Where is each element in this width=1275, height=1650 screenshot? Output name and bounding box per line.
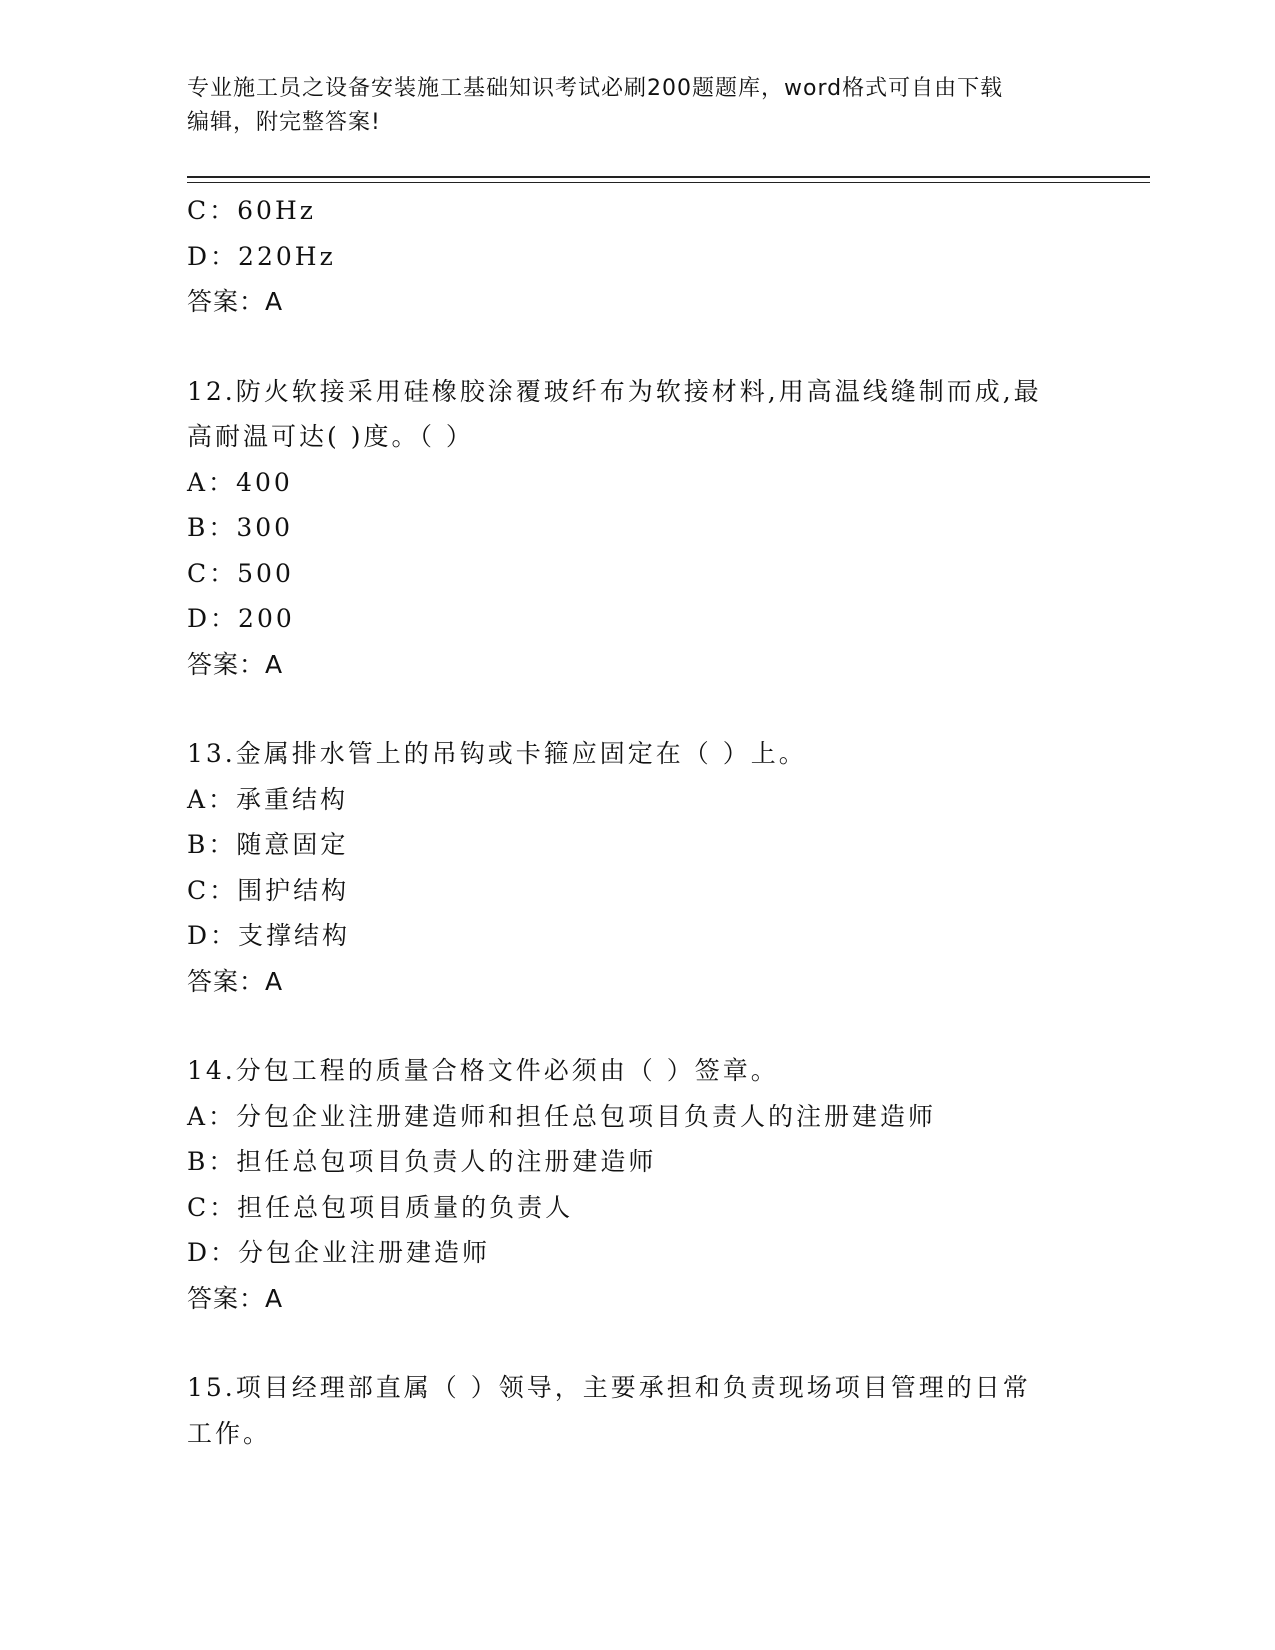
question-12-option-b: B：300	[187, 513, 294, 542]
question-12	[187, 369, 1087, 688]
question-14-stem: 14.分包工程的质量合格文件必须由（ ）签章。	[187, 1056, 779, 1085]
question-12-option-c: C：500	[187, 558, 294, 588]
header-title-line-1: 专业施工员之设备安装施工基础知识考试必刷200题题库，word格式可自由下载	[187, 76, 1004, 101]
question-11-answer: 答案：A	[187, 287, 284, 316]
question-13-option-d: D：支撑结构	[187, 921, 351, 950]
question-spacer	[187, 325, 1087, 369]
question-12-option-d: D：200	[187, 604, 295, 633]
header-divider-thick	[187, 176, 1150, 178]
question-14-option-d: D：分包企业注册建造师	[187, 1238, 491, 1267]
question-13-answer: 答案：A	[187, 966, 284, 996]
header-title-line-2: 编辑，附完整答案!	[187, 110, 381, 135]
question-11-option-c: C：60Hz	[187, 196, 316, 225]
question-11-option-d: D：220Hz	[187, 241, 336, 271]
question-13	[187, 731, 1087, 1004]
question-12-stem-line-1: 12.防火软接采用硅橡胶涂覆玻纤布为软接材料,用高温线缝制而成,最	[187, 376, 1042, 406]
question-list	[187, 188, 1087, 1456]
question-15-stem-line-1: 15.项目经理部直属（ ）领导，主要承担和负责现场项目管理的日常	[187, 1373, 1031, 1402]
question-14-option-c: C：担任总包项目质量的负责人	[187, 1192, 574, 1222]
question-spacer	[187, 1321, 1087, 1365]
question-spacer	[187, 1004, 1087, 1048]
question-14-answer: 答案：A	[187, 1283, 284, 1313]
question-14	[187, 1048, 1087, 1321]
question-13-option-a: A：承重结构	[187, 784, 349, 814]
question-14-option-b: B：担任总包项目负责人的注册建造师	[187, 1147, 657, 1176]
question-14-option-a: A：分包企业注册建造师和担任总包项目负责人的注册建造师	[187, 1101, 937, 1131]
question-11-partial	[187, 188, 1087, 325]
question-12-option-a: A：400	[187, 467, 293, 497]
header-divider-thin	[187, 182, 1150, 183]
document-header	[187, 72, 1067, 140]
question-spacer	[187, 687, 1087, 731]
question-13-option-b: B：随意固定	[187, 830, 349, 859]
question-12-answer: 答案：A	[187, 649, 284, 679]
question-13-stem: 13.金属排水管上的吊钩或卡箍应固定在（ ）上。	[187, 739, 807, 768]
question-12-stem-line-2: 高耐温可达( )度。（ ）	[187, 422, 474, 451]
question-15	[187, 1365, 1087, 1456]
question-13-option-c: C：围护结构	[187, 875, 350, 905]
question-15-stem-line-2: 工作。	[187, 1418, 272, 1448]
